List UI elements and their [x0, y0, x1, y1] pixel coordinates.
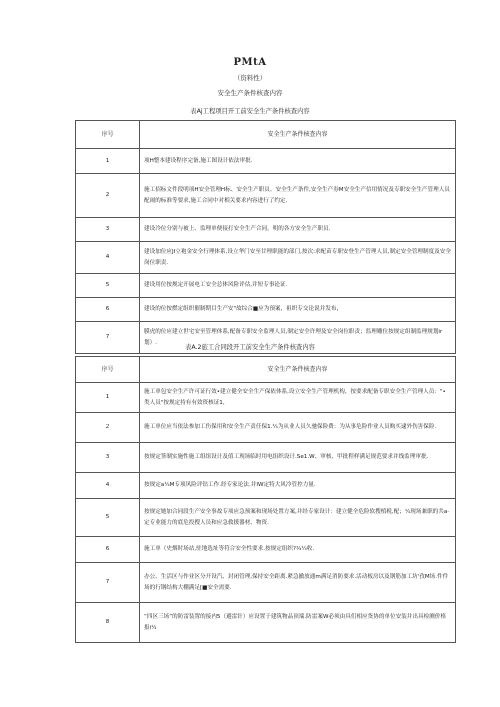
- row-number: 5: [76, 274, 140, 298]
- table-row: [76, 174, 456, 218]
- row-number: 7: [76, 322, 140, 354]
- row-number: 2: [76, 174, 140, 218]
- table-row: [76, 603, 456, 643]
- table-row: [76, 499, 456, 537]
- row-number: 4: [76, 242, 140, 274]
- table1-caption: 表Aj工程项目开工前安全生产条件核查内容: [190, 108, 310, 115]
- row-content: 按规定她加合同段生产安全事故专项应急预案和现场处置方案,并经专家设计：建立健全危险软搜植税,配；¼现场兼职的共a·定专业能力的底危投搜人员和应急救援器材、物资.: [140, 499, 456, 537]
- table-row: [76, 443, 456, 473]
- row-number: 1: [76, 383, 140, 413]
- document-title: PMtA: [233, 57, 267, 68]
- table-row: [76, 473, 456, 499]
- row-content: 施工单（史烟时场站,驻地选址等符合安全性要求.按规定组织?¾¼收.: [140, 537, 456, 563]
- row-number: 6: [76, 298, 140, 322]
- row-content: 按规定a¼M专项风险评钻工作.经专家论法.并IW定特大风冷管控力量.: [140, 473, 456, 499]
- row-content: 建设的位按燃定组织催制期目生产安"故综合■应为预案，祖织专交论说并发布，: [140, 298, 456, 322]
- row-number: 7: [76, 563, 140, 603]
- table1-header-content: 安全生产条件核查内容: [140, 121, 456, 149]
- table2-header-content: 安全生产条件核查内容: [140, 357, 456, 383]
- table1-header-row: [76, 121, 456, 149]
- row-content: 膜虎的位应建立世宅安至管理体系,配备专职安全监理人员,制定安全许理及安全岗位职责；监理雕位按规定组制监理规划ir划）.: [140, 322, 456, 354]
- table-row: [76, 298, 456, 322]
- row-content: 按规定签制实施性施工组组设计及值工现场临时用电组织设计.Se1.W、审核、甲批程样满足规范要求并线监理审批.: [140, 443, 456, 473]
- table-row: [76, 218, 456, 242]
- row-content: 施工招标文件段明项H安全管理H标、安全生产职员、安全生产条件,安全生产券M安全生产信用情况及专职安全生产管理人员配闹的标准等要求,施工合同中对相关要求内容进行了约定.: [140, 174, 456, 218]
- table-row: [76, 383, 456, 413]
- table1-header-no: 序号: [76, 121, 140, 149]
- table1: [75, 120, 456, 354]
- table-row: [76, 537, 456, 563]
- row-number: 1: [76, 149, 140, 174]
- table-row: [76, 413, 456, 443]
- row-content: 施工单位应当依法参加工伤保用和安全生产责任保1.¼为从业人员久驰保险费：为从事危险作业人员购买逮外伤害保险.: [140, 413, 456, 443]
- row-content: 建设冷位分别与被上、监理单便接打安全生产合同，明的各方安全生产职员.: [140, 218, 456, 242]
- table-row: [76, 563, 456, 603]
- row-number: 3: [76, 443, 140, 473]
- row-content: 办公、生活区与作业区分开设汽、封闭管理,保持安全距离.紧急撤放通m满足消防要求.活动板房以及钢筋加工坊'孜M场.件件场的行钢结构大棚满足[■安全需要.: [140, 563, 456, 603]
- row-content: 建设加位应JI立袍金安全行理体系,设立华门安至甘理职能的部门,按次:求配苗专职安登生产管理人员,制定安全管理制度及安全岗位职责.: [140, 242, 456, 274]
- table2-caption: 表A.2旅工合同段开工前安全生产条件核查内容: [185, 344, 315, 351]
- row-number: 2: [76, 413, 140, 443]
- row-content: 施工单包安全生产许可证行效•建立健全安全生产保依体系,设立安全生产管理机构，按要求配备专职安全生产管理人员："•类人员"按规定持有有效资核证1，: [140, 383, 456, 413]
- table-row: [76, 149, 456, 174]
- row-content: 项H整本建设程序完备,施工图设计依法审批.: [140, 149, 456, 174]
- document-heading: 安全生产条件核查内容: [217, 89, 283, 97]
- table2: [75, 356, 456, 643]
- row-number: 8: [76, 603, 140, 643]
- table-row: [76, 274, 456, 298]
- row-content: “四区三场”的防雷装置的接内5（避雷针）应设置于建筑物品顶端.防雷案W必须由具们相应货协的单位安装并出具检测价格报i¼: [140, 603, 456, 643]
- row-number: 3: [76, 218, 140, 242]
- table2-header-row: [76, 357, 456, 383]
- row-number: 6: [76, 537, 140, 563]
- row-number: 5: [76, 499, 140, 537]
- row-content: 建设用位按规定开展电工安全总体风险评估,并短专事论证.: [140, 274, 456, 298]
- document-subtitle: （资料性）: [233, 74, 267, 82]
- table-row: [76, 242, 456, 274]
- table2-header-no: 序号: [76, 357, 140, 383]
- row-number: 4: [76, 473, 140, 499]
